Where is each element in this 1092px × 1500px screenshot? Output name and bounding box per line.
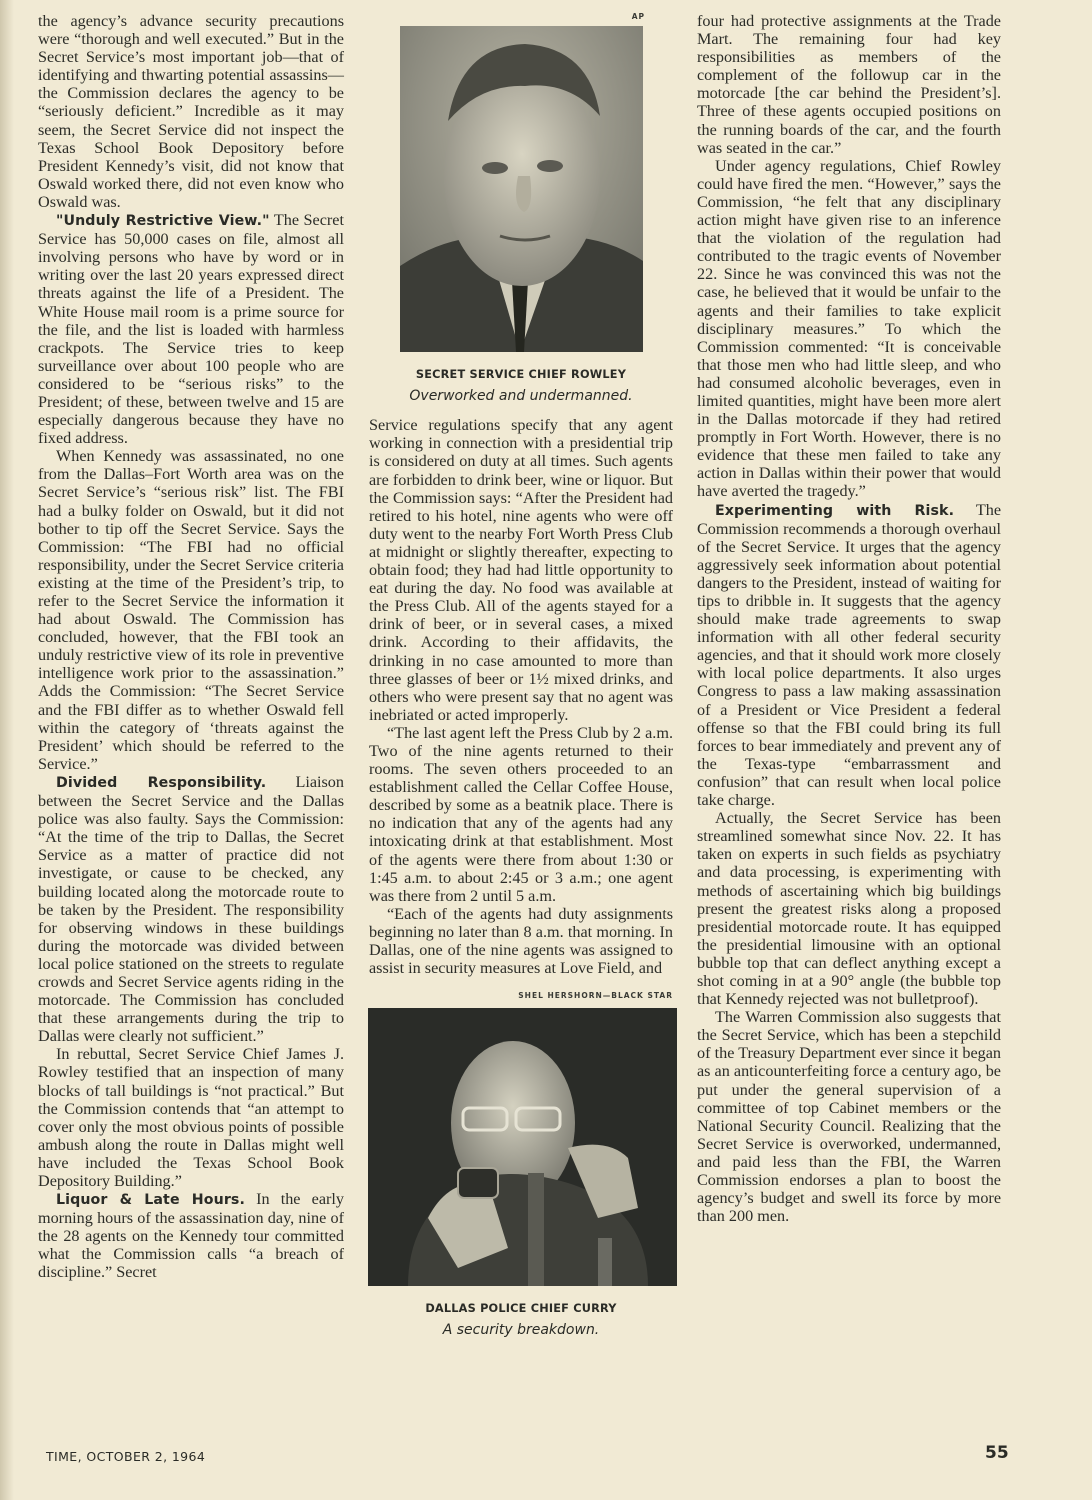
photo-rowley-portrait [400,26,643,352]
figure-rowley [369,8,673,405]
section-subhead: Experimenting with Risk. [715,502,955,519]
photo-caption-title: SECRET SERVICE CHIEF ROWLEY [415,368,627,382]
paragraph: four had protective assignments at the Trade Mart. The remaining four had key responsibilities as members of the complement of the followup car in the motorcade [the car behind the President’s]. Three of these agents occupied positions on the running boards of the car, and the fourth was seated in the car.” [697,12,1001,157]
paragraph-text: The Secret Service has 50,000 cases on file, almost all involving persons who have by word or in writing over the last 20 years expressed direct threats against the life of a President. The White House mail room is a prime source for the file, and the list is loaded with harmless crackpots. The Service tries to keep surveillance over about 100 people who are considered to be “serious risks” to the President; of these, between twelve and 15 are especially dangerous because they have no fixed address. [38,211,344,448]
photo-curry-microphones [368,1008,677,1286]
photo-caption-title: DALLAS POLICE CHIEF CURRY [425,1302,617,1316]
article-column-1 [38,12,344,1282]
paragraph [697,501,1001,810]
press-photo-illustration [368,1008,677,1286]
article-column-2 [369,0,673,1339]
paragraph: “The last agent left the Press Club by 2 a.m. Two of the nine agents returned to their rooms. The seven others proceeded to an establishment called the Cellar Coffee House, described by some as a beatnik place. There is no indication that any of the agents had any intoxicating drink at that establishment. Most of the agents were there from about 1:30 or 1:45 a.m. to about 2:45 or 3 a.m.; one agent was there from 2 until 5 a.m. [369,723,673,905]
portrait-illustration [400,26,643,352]
paragraph-text: The Commission recommends a thorough overhaul of the Secret Service. It urges that the agency aggressively seek information about potential dangers to the President, instead of waiting for tips to dribble in. It suggests that the agency should make trade agreements to swap information with all other federal security agencies, and that it should work more closely with local police departments. It also urges Congress to pass a law making assassination of a President or Vice President a federal offense so that the FBI could bring its full forces to bear immediately and prevent any of the Texas-type “embarrassment and confusion” that can result when local police take charge. [697,500,1001,810]
paragraph: When Kennedy was assassinated, no one from the Dallas–Fort Worth area was on the Secret Service’s “serious risk” list. The FBI had a bulky folder on Oswald, but it did not bother to tip off the Secret Service. Says the Commission: “The FBI had no official responsibility, under the Secret Service criteria existing at the time of the President’s trip, to refer to the Secret Service the information it had about Oswald. The Commission has concluded, however, that the FBI took an unduly restrictive view of its role in preventive intelligence work prior to the assassination.” Adds the Commission: “The Secret Service and the FBI differ as to whether Oswald fell within the category of ‘threats against the President’ which should be referred to the Service.” [38,447,344,773]
page-gutter-shadow [0,0,14,1500]
paragraph: “Each of the agents had duty assignments beginning no later than 8 a.m. that morning. In Dallas, one of the nine agents was assigned to assist in security measures at Love Field, and [369,904,673,978]
photo-caption-subtitle: Overworked and undermanned. [409,388,633,405]
paragraph: the agency’s advance security precautions were “thorough and well executed.” But in the Secret Service’s most important job—that of identifying and thwarting potential assassins—the Commission declares the agency to be “seriously deficient.” Incredible as it may seem, the Secret Service did not inspect the Texas School Book Depository before President Kennedy’s visit, did not know that Oswald worked there, did not even know who Oswald was. [38,12,344,211]
page-number: 55 [985,1443,1009,1463]
paragraph: Service regulations specify that any agent working in connection with a presidential trip is considered on duty at all times. Such agents are forbidden to drink beer, wine or liquor. But the Commission says: “After the President had retired to his hotel, nine agents who were off duty went to the nearby Fort Worth Press Club at midnight or slightly thereafter, expecting to obtain food; they had had little opportunity to eat during the day. No food was available at the Press Club. All of the agents stayed for a drink of beer, or in several cases, a mixed drink. According to their affidavits, the drinking in no case amounted to more than three glasses of beer or 1½ mixed drinks, and others who were present say that no agent was inebriated or acted improperly. [369,416,673,724]
section-subhead: Divided Responsibility. [56,774,267,791]
photo-credit: AP [631,12,645,21]
photo-caption-subtitle: A security breakdown. [442,1322,600,1339]
photo-credit: SHEL HERSHORN—BLACK STAR [518,991,673,1001]
paragraph [38,1190,344,1281]
publication-footer: TIME, OCTOBER 2, 1964 [46,1449,206,1464]
article-column-3 [697,12,1001,1225]
paragraph-text: In the early morning hours of the assassination day, nine of the 28 agents on the Kennedy tour committed what the Commission calls “a breach of discipline.” Secret [38,1190,344,1282]
paragraph: Under agency regulations, Chief Rowley could have fired the men. “However,” says the Commission, “he felt that any disciplinary action might have given rise to an inference that the violation of the regulation had contributed to the tragic events of November 22. Since he was convinced this was not the case, he believed that it would be unfair to the agents and their families to take explicit disciplinary measures.” To which the Commission commented: “It is conceivable that those men who had little sleep, and who had consumed alcoholic beverages, even in limited quantities, might have been more alert in the Dallas motorcade if they had retired promptly in Fort Worth. However, there is no evidence that these men failed to take any action in Dallas within their power that would have averted the tragedy.” [697,156,1001,501]
section-subhead: "Unduly Restrictive View." [56,213,270,230]
figure-curry [369,987,673,1339]
section-subhead: Liquor & Late Hours. [56,1192,245,1209]
paragraph-text: Liaison between the Secret Service and the Dallas police was also faulty. Says the Commission: “At the time of the trip to Dallas, the Secret Service as a matter of practice did not investigate, or cause to be checked, any building located along the motorcade route to be taken by the President. The responsibility for observing windows in these buildings during the motorcade was divided between local police stationed on the streets to regulate crowds and Secret Service agents riding in the motorcade. The Commission has concluded that these arrangements during the trip to Dallas were clearly not sufficient.” [38,772,344,1046]
paragraph: Actually, the Secret Service has been streamlined somewhat since Nov. 22. It has taken on experts in such fields as psychiatry and data processing, is experimenting with methods of ascertaining which big buildings present the greatest risks along a proposed presidential motorcade route. It has equipped the presidential limousine with an optional bubble top that can deflect anything except a shot coming in at a 90° angle (the bubble top that Kennedy rejected was not bulletproof). [697,809,1001,1009]
paragraph [38,773,344,1045]
paragraph: The Warren Commission also suggests that the Secret Service, which has been a stepchild of the Treasury Department ever since it began as an anticounterfeiting force a century ago, be put under the general supervision of a committee of top Cabinet members or the National Security Council. Realizing that the Secret Service is overworked, undermanned, and paid less than the FBI, the Warren Commission endorses a plan to boost the agency’s budget and swell its force by more than 200 men. [697,1008,1001,1226]
paragraph: In rebuttal, Secret Service Chief James J. Rowley testified that an inspection of many blocks of tall buildings is “not practical.” But the Commission contends that “an attempt to cover only the most obvious points of possible ambush along the route in Dallas might well have included the Texas School Book Depository Building.” [38,1045,344,1190]
paragraph [38,211,344,447]
